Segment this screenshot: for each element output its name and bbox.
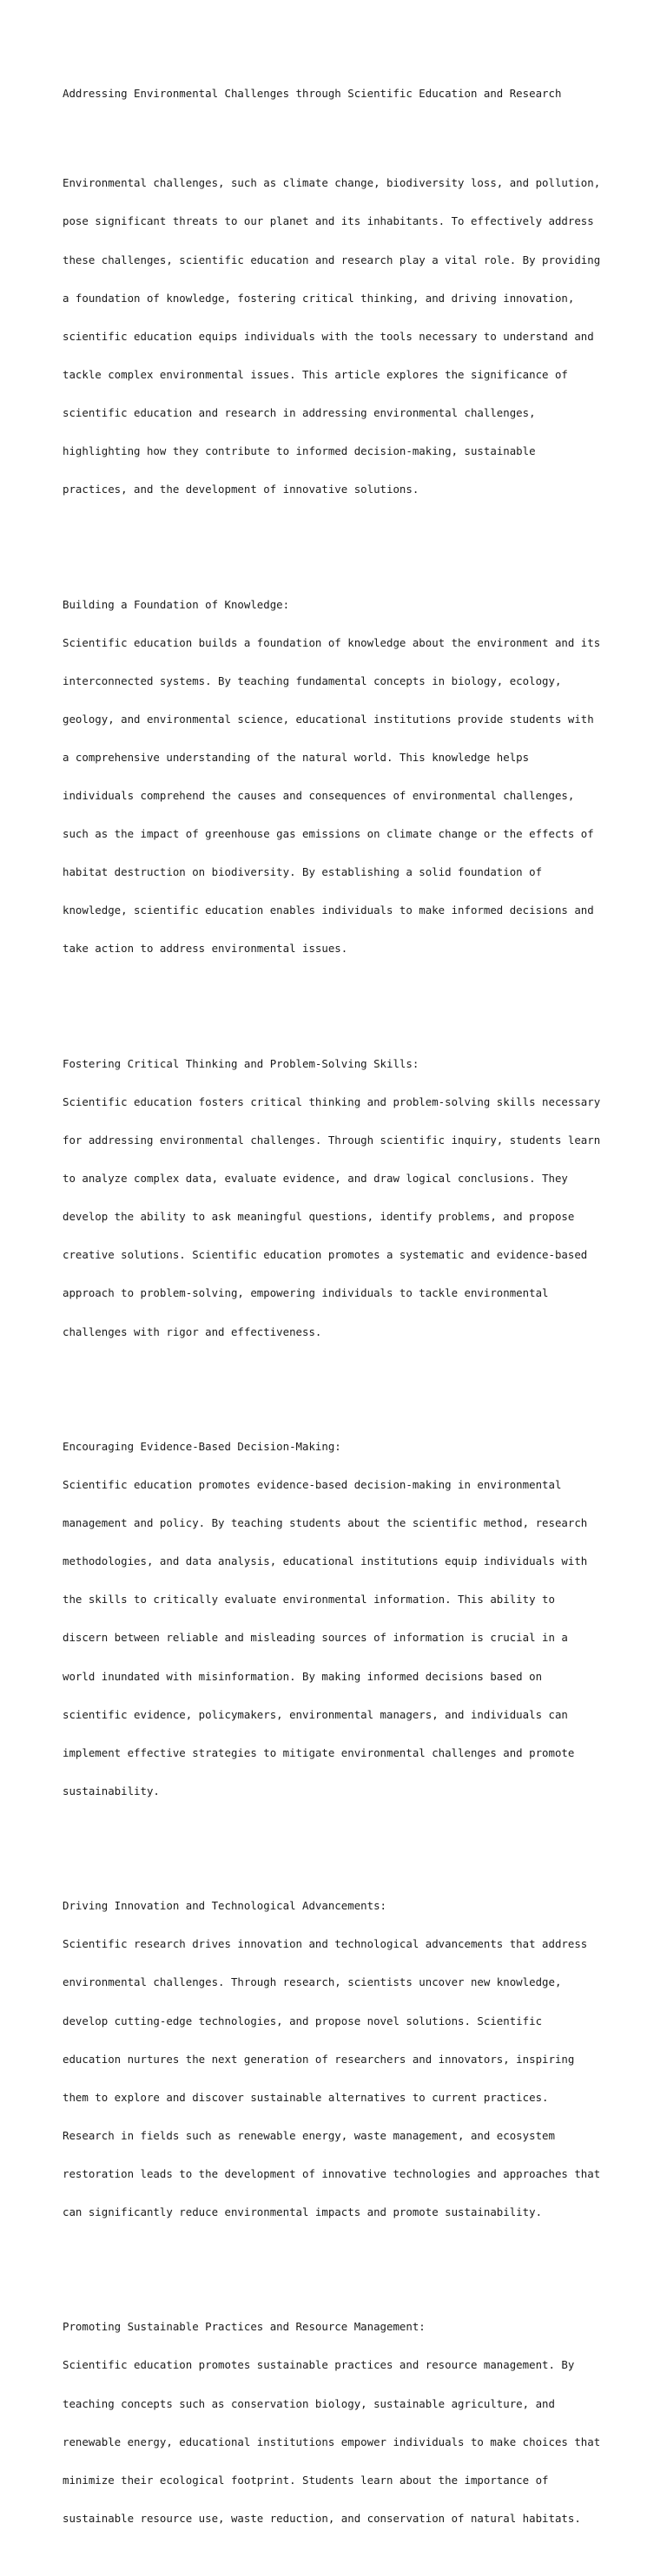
paragraph-line: geology, and environmental science, educational institutions provide students with (63, 712, 594, 726)
paragraph-line: restoration leads to the development of innovative technologies and approaches that (63, 2166, 601, 2180)
paragraph-line: management and policy. By teaching students about the scientific method, research (63, 1516, 588, 1530)
paragraph-line: Environmental challenges, such as climate change, biodiversity loss, and pollution, (63, 176, 601, 190)
paragraph-line: minimize their ecological footprint. Students learn about the importance of (63, 2473, 549, 2487)
section-critical-thinking (63, 1032, 618, 1364)
paragraph-line: teaching concepts such as conservation biology, sustainable agriculture, and (63, 2396, 555, 2410)
paragraph-line: Scientific education promotes evidence-based decision-making in environmental (63, 1477, 562, 1491)
paragraph-line: environmental challenges. Through research, scientists uncover new knowledge, (63, 1975, 562, 1989)
paragraph-line: pose significant threats to our planet and its inhabitants. To effectively address (63, 214, 594, 228)
section-innovation-and-technology (63, 1875, 618, 2244)
paragraph-line: develop cutting-edge technologies, and propose novel solutions. Scientific (63, 2014, 543, 2027)
paragraph-line: Research in fields such as renewable energy, waste management, and ecosystem (63, 2128, 555, 2142)
paragraph-line: to analyze complex data, evaluate evidence, and draw logical conclusions. They (63, 1172, 568, 1186)
paragraph-line: individuals comprehend the causes and consequences of environmental challenges, (63, 789, 575, 803)
intro-paragraph (63, 152, 618, 522)
section-foundation-of-knowledge (63, 573, 618, 982)
paragraph-line: challenges with rigor and effectiveness. (63, 1324, 322, 1338)
paragraph-line: interconnected systems. By teaching fundamental concepts in biology, ecology, (63, 674, 562, 687)
section-heading: Promoting Sustainable Practices and Resource Management: (63, 2320, 426, 2334)
paragraph-line: knowledge, scientific education enables individuals to make informed decisions and (63, 904, 594, 917)
document-title: Addressing Environmental Challenges through Scientific Education and Research (63, 87, 562, 101)
paragraph-line: can significantly reduce environmental impacts and promote sustainability. (63, 2205, 543, 2219)
paragraph-line: a foundation of knowledge, fostering critical thinking, and driving innovation, (63, 291, 575, 305)
paragraph-line: implement effective strategies to mitigate environmental challenges and promote (63, 1745, 575, 1759)
paragraph-line: highlighting how they contribute to informed decision-making, sustainable (63, 444, 536, 458)
paragraph-line: develop the ability to ask meaningful questions, identify problems, and propose (63, 1210, 575, 1224)
paragraph-line: tackle complex environmental issues. This article explores the significance of (63, 367, 568, 381)
section-heading: Driving Innovation and Technological Advancements: (63, 1899, 386, 1913)
paragraph-line: practices, and the development of innovative solutions. (63, 483, 419, 496)
paragraph-line: sustainability. (63, 1784, 160, 1797)
section-sustainable-practices (63, 2296, 618, 2551)
paragraph-line: scientific evidence, policymakers, environmental managers, and individuals can (63, 1707, 568, 1721)
paragraph-line: Scientific research drives innovation and technological advancements that address (63, 1937, 588, 1951)
paragraph-line: sustainable resource use, waste reduction, and conservation of natural habitats. (63, 2511, 581, 2525)
section-evidence-based-decision-making (63, 1415, 618, 1824)
paragraph-line: discern between reliable and misleading sources of information is crucial in a (63, 1631, 568, 1645)
paragraph-line: approach to problem-solving, empowering individuals to tackle environmental (63, 1286, 549, 1300)
paragraph-line: take action to address environmental issues. (63, 942, 348, 956)
paragraph-line: creative solutions. Scientific education promotes a systematic and evidence-based (63, 1248, 588, 1262)
section-heading: Building a Foundation of Knowledge: (63, 597, 290, 611)
document-page (63, 62, 618, 2576)
paragraph-line: such as the impact of greenhouse gas emissions on climate change or the effects of (63, 827, 594, 841)
paragraph-line: methodologies, and data analysis, educational institutions equip individuals with (63, 1554, 588, 1568)
paragraph-line: Scientific education fosters critical thinking and problem-solving skills necessary (63, 1094, 601, 1108)
paragraph-line: scientific education and research in addressing environmental challenges, (63, 405, 536, 419)
paragraph-line: Scientific education builds a foundation of knowledge about the environment and its (63, 635, 601, 649)
paragraph-line: education nurtures the next generation of researchers and innovators, inspiring (63, 2052, 575, 2066)
paragraph-line: renewable energy, educational institutions empower individuals to make choices that (63, 2435, 601, 2448)
paragraph-line: them to explore and discover sustainable alternatives to current practices. (63, 2090, 549, 2104)
paragraph-line: scientific education equips individuals with the tools necessary to understand and (63, 329, 594, 343)
section-heading: Fostering Critical Thinking and Problem-Solving Skills: (63, 1056, 419, 1070)
section-heading: Encouraging Evidence-Based Decision-Making: (63, 1439, 341, 1453)
paragraph-line: Scientific education promotes sustainable practices and resource management. By (63, 2358, 575, 2372)
paragraph-line: for addressing environmental challenges. Through scientific inquiry, students learn (63, 1134, 601, 1147)
paragraph-line: habitat destruction on biodiversity. By establishing a solid foundation of (63, 865, 543, 879)
paragraph-line: a comprehensive understanding of the natural world. This knowledge helps (63, 750, 530, 764)
paragraph-line: the skills to critically evaluate environmental information. This ability to (63, 1593, 555, 1607)
paragraph-line: these challenges, scientific education and research play a vital role. By providing (63, 253, 601, 266)
paragraph-line: world inundated with misinformation. By making informed decisions based on (63, 1669, 543, 1683)
